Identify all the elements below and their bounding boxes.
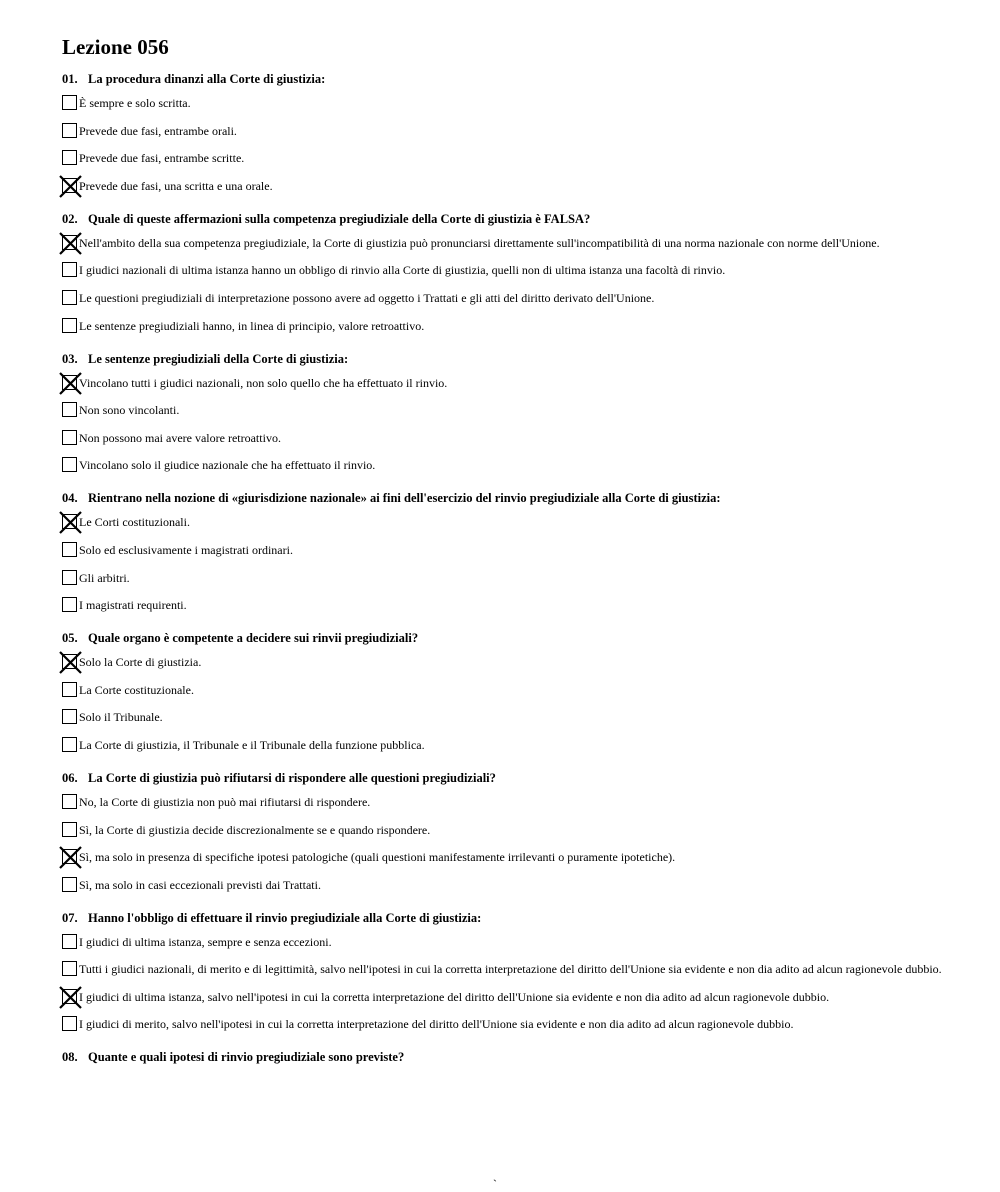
answer-text: Solo la Corte di giustizia.	[79, 655, 202, 670]
answer-option[interactable]	[62, 597, 962, 614]
answer-text: Gli arbitri.	[79, 570, 130, 585]
answer-option[interactable]	[62, 1016, 962, 1033]
question-heading	[62, 209, 962, 229]
answer-option[interactable]	[62, 570, 962, 587]
checkbox[interactable]	[62, 1016, 77, 1031]
checkbox[interactable]	[62, 709, 77, 724]
answer-text: Sì, ma solo in presenza di specifiche ipotesi patologiche (quali questioni manifestamente irrilevanti o puramente ipotetiche).	[79, 850, 676, 865]
checkbox-checked[interactable]	[62, 654, 77, 669]
answer-text: I giudici di merito, salvo nell'ipotesi in cui la corretta interpretazione del diritto dell'Unione sia evidente e non dia adito ad alcun ragionevole dubbio.	[79, 1017, 794, 1032]
question-4	[62, 488, 962, 614]
checkbox[interactable]	[62, 318, 77, 333]
question-3	[62, 349, 962, 475]
checkbox-checked[interactable]	[62, 514, 77, 529]
question-heading	[62, 1047, 962, 1067]
answer-option[interactable]	[62, 178, 962, 195]
question-number: 06.	[62, 770, 78, 785]
answer-text: Prevede due fasi, entrambe orali.	[79, 123, 237, 138]
answer-option[interactable]	[62, 402, 962, 419]
checkbox[interactable]	[62, 794, 77, 809]
answer-option[interactable]	[62, 961, 962, 978]
checkbox[interactable]	[62, 822, 77, 837]
checkbox[interactable]	[62, 597, 77, 612]
answer-option[interactable]	[62, 290, 962, 307]
answer-text: Sì, la Corte di giustizia decide discrezionalmente se e quando rispondere.	[79, 822, 431, 837]
question-text: Quante e quali ipotesi di rinvio pregiudiziale sono previste?	[88, 1050, 405, 1065]
question-number: 08.	[62, 1050, 78, 1065]
x-mark-icon	[58, 371, 83, 396]
question-2	[62, 209, 962, 335]
answer-text: Solo ed esclusivamente i magistrati ordinari.	[79, 542, 293, 557]
checkbox[interactable]	[62, 290, 77, 305]
answer-text: Sì, ma solo in casi eccezionali previsti dai Trattati.	[79, 877, 321, 892]
checkbox[interactable]	[62, 430, 77, 445]
answer-option[interactable]	[62, 877, 962, 894]
answer-option[interactable]	[62, 123, 962, 140]
document-page	[62, 33, 962, 1067]
answer-text: Vincolano tutti i giudici nazionali, non solo quello che ha effettuato il rinvio.	[79, 375, 448, 390]
checkbox[interactable]	[62, 737, 77, 752]
question-text: Hanno l'obbligo di effettuare il rinvio pregiudiziale alla Corte di giustizia:	[88, 910, 482, 925]
answer-text: Le sentenze pregiudiziali hanno, in linea di principio, valore retroattivo.	[79, 318, 425, 333]
answer-options	[62, 654, 962, 754]
x-mark-icon	[58, 845, 83, 870]
question-number: 07.	[62, 910, 78, 925]
question-number: 05.	[62, 631, 78, 646]
x-mark-icon	[58, 231, 83, 256]
answer-text: Prevede due fasi, una scritta e una orale.	[79, 178, 273, 193]
answer-option[interactable]	[62, 542, 962, 559]
checkbox[interactable]	[62, 542, 77, 557]
answer-option[interactable]	[62, 318, 962, 335]
answer-text: Le questioni pregiudiziali di interpretazione possono avere ad oggetto i Trattati e gli atti del diritto derivato dell'Unione.	[79, 290, 655, 305]
checkbox[interactable]	[62, 682, 77, 697]
answer-text: Solo il Tribunale.	[79, 710, 163, 725]
answer-option[interactable]	[62, 709, 962, 726]
x-mark-icon	[58, 510, 83, 535]
answer-option[interactable]	[62, 682, 962, 699]
answer-options	[62, 794, 962, 894]
x-mark-icon	[58, 174, 83, 199]
question-list	[62, 69, 962, 1067]
answer-options	[62, 514, 962, 614]
answer-text: No, la Corte di giustizia non può mai rifiutarsi di rispondere.	[79, 794, 371, 809]
answer-text: La Corte di giustizia, il Tribunale e il Tribunale della funzione pubblica.	[79, 737, 425, 752]
answer-text: La Corte costituzionale.	[79, 682, 194, 697]
answer-text: I magistrati requirenti.	[79, 598, 187, 613]
answer-text: È sempre e solo scritta.	[79, 96, 191, 110]
answer-option[interactable]	[62, 794, 962, 811]
question-heading	[62, 488, 962, 508]
question-8	[62, 1047, 962, 1067]
checkbox[interactable]	[62, 123, 77, 138]
checkbox[interactable]	[62, 95, 77, 110]
answer-option[interactable]	[62, 849, 962, 866]
answer-text: Nell'ambito della sua competenza pregiudiziale, la Corte di giustizia può pronunciarsi direttamente sull'incompatibilità di una norma nazionale con norme dell'Unione.	[79, 235, 880, 250]
question-heading	[62, 349, 962, 369]
answer-options	[62, 375, 962, 475]
answer-option[interactable]	[62, 654, 962, 671]
answer-option[interactable]	[62, 150, 962, 167]
question-number: 02.	[62, 211, 78, 226]
x-mark-icon	[58, 985, 83, 1010]
checkbox[interactable]	[62, 877, 77, 892]
answer-option[interactable]	[62, 235, 962, 252]
question-number: 04.	[62, 491, 78, 506]
answer-option[interactable]	[62, 822, 962, 839]
answer-text: I giudici nazionali di ultima istanza hanno un obbligo di rinvio alla Corte di giustizia, quelli non di ultima istanza una facoltà di rinvio.	[79, 263, 726, 278]
question-heading	[62, 69, 962, 89]
cut-off-text-fragment: `	[493, 1177, 497, 1191]
answer-option[interactable]	[62, 989, 962, 1006]
question-6	[62, 768, 962, 894]
page-title: Lezione 056	[62, 35, 169, 59]
checkbox-checked[interactable]	[62, 849, 77, 864]
question-text: Quale organo è competente a decidere sui rinvii pregiudiziali?	[88, 631, 419, 646]
question-text: La Corte di giustizia può rifiutarsi di rispondere alle questioni pregiudiziali?	[88, 770, 496, 785]
answer-text: Le Corti costituzionali.	[79, 515, 190, 530]
answer-option[interactable]	[62, 375, 962, 392]
checkbox[interactable]	[62, 150, 77, 165]
answer-text: Prevede due fasi, entrambe scritte.	[79, 151, 245, 166]
answer-text: I giudici di ultima istanza, salvo nell'ipotesi in cui la corretta interpretazione del diritto dell'Unione sia evidente e non dia adito ad alcun ragionevole dubbio.	[79, 989, 830, 1004]
answer-option[interactable]	[62, 430, 962, 447]
checkbox-checked[interactable]	[62, 989, 77, 1004]
answer-text: Non sono vincolanti.	[79, 403, 180, 418]
checkbox[interactable]	[62, 402, 77, 417]
question-1	[62, 69, 962, 195]
checkbox[interactable]	[62, 934, 77, 949]
checkbox[interactable]	[62, 457, 77, 472]
question-number: 01.	[62, 72, 78, 86]
checkbox[interactable]	[62, 961, 77, 976]
question-text: Le sentenze pregiudiziali della Corte di giustizia:	[88, 351, 349, 366]
answer-text: I giudici di ultima istanza, sempre e senza eccezioni.	[79, 934, 332, 949]
question-text: Quale di queste affermazioni sulla competenza pregiudiziale della Corte di giustizia è FALSA?	[88, 211, 591, 226]
question-number: 03.	[62, 351, 78, 366]
question-heading	[62, 768, 962, 788]
answer-options	[62, 235, 962, 335]
checkbox[interactable]	[62, 570, 77, 585]
answer-option[interactable]	[62, 514, 962, 531]
checkbox[interactable]	[62, 262, 77, 277]
x-mark-icon	[58, 650, 83, 675]
question-heading	[62, 628, 962, 648]
checkbox-checked[interactable]	[62, 235, 77, 250]
question-5	[62, 628, 962, 754]
answer-options	[62, 934, 962, 1034]
answer-text: Tutti i giudici nazionali, di merito e di legittimità, salvo nell'ipotesi in cui la corretta interpretazione del diritto dell'Unione sia evidente e non dia adito ad alcun ragionevole dubbio.	[79, 962, 942, 977]
answer-option[interactable]	[62, 457, 962, 474]
answer-option[interactable]	[62, 95, 962, 112]
answer-options	[62, 95, 962, 195]
question-7	[62, 908, 962, 1034]
question-heading	[62, 908, 962, 928]
checkbox-checked[interactable]	[62, 375, 77, 390]
question-text: La procedura dinanzi alla Corte di giustizia:	[88, 72, 326, 86]
answer-option[interactable]	[62, 262, 962, 279]
answer-option[interactable]	[62, 934, 962, 951]
answer-text: Vincolano solo il giudice nazionale che ha effettuato il rinvio.	[79, 458, 376, 473]
answer-text: Non possono mai avere valore retroattivo.	[79, 430, 281, 445]
answer-option[interactable]	[62, 737, 962, 754]
checkbox-checked[interactable]	[62, 178, 77, 193]
question-text: Rientrano nella nozione di «giurisdizione nazionale» ai fini dell'esercizio del rinvio pregiudiziale alla Corte di giustizia:	[88, 491, 721, 506]
